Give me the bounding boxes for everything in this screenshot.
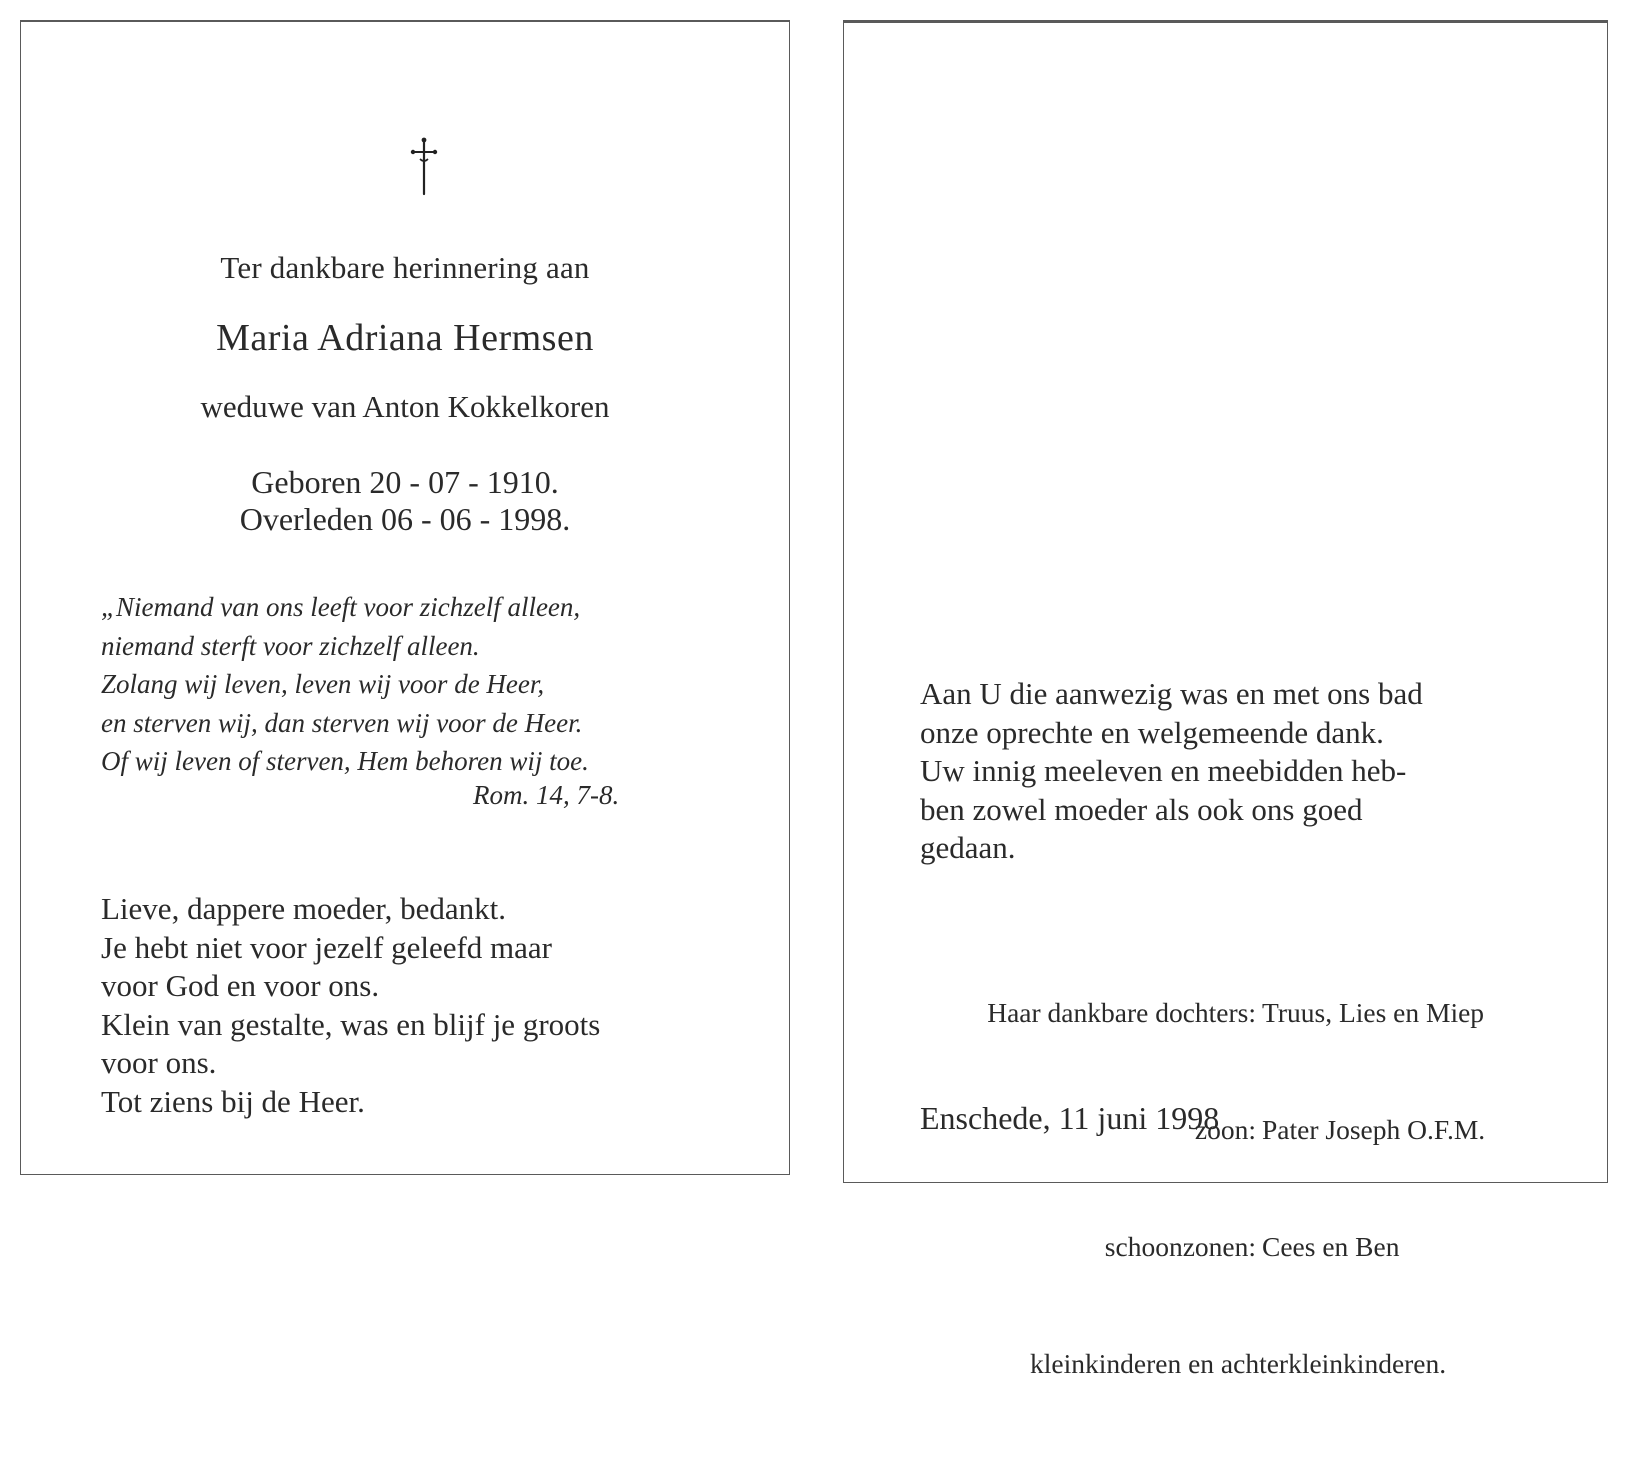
tribute-text: Lieve, dappere moeder, bedankt. Je hebt niet voor jezelf geleefd maar voor God en voor ons. Klein van gestalte, was en blijf je groots voor ons. Tot ziens bij de Heer. (101, 891, 601, 1119)
intro-line: Ter dankbare herinnering aan (220, 250, 590, 285)
verse-reference: Rom. 14, 7-8. (473, 780, 620, 810)
deceased-name: Maria Adriana Hermsen (216, 317, 594, 359)
bible-verse: „Niemand van ons leeft voor zichzelf alleen, niemand sterft voor zichzelf alleen. Zolang wij leven, leven wij voor de Heer, en sterven wij, dan sterven wij voor de Heer. Of wij leven of sterven, Hem behoren wij toe. (101, 592, 589, 776)
son-name: Pater Joseph O.F.M. (1262, 1114, 1486, 1145)
widow-of-line: weduwe van Anton Kokkelkoren (200, 389, 610, 424)
cross-icon (404, 137, 444, 197)
daughters-names: Truus, Lies en Miep (1262, 997, 1485, 1028)
sons-in-law-label: schoonzonen: (1104, 1231, 1256, 1262)
family-signatures (920, 915, 1485, 1461)
birth-death-dates: Geboren 20 - 07 - 1910. Overleden 06 - 06 - 1998. (239, 464, 571, 537)
thanks-text: Aan U die aanwezig was en met ons bad onze oprechte en welgemeende dank. Uw innig meeleven en meebidden heb- ben zowel moeder als ook ons goed gedaan. (920, 676, 1423, 865)
memorial-card-front (20, 20, 790, 1175)
daughters-label: Haar dankbare dochters: (987, 997, 1256, 1028)
place-date: Enschede, 11 juni 1998 (920, 1100, 1220, 1136)
grandchildren-line: kleinkinderen en achterkleinkinderen. (1030, 1348, 1447, 1379)
son-label: zoon: (1194, 1114, 1256, 1145)
daughters-row (920, 993, 1485, 1032)
sons-in-law-row (920, 1227, 1485, 1266)
sons-in-law-names: Cees en Ben (1262, 1231, 1400, 1262)
memorial-card-back (843, 20, 1608, 1379)
